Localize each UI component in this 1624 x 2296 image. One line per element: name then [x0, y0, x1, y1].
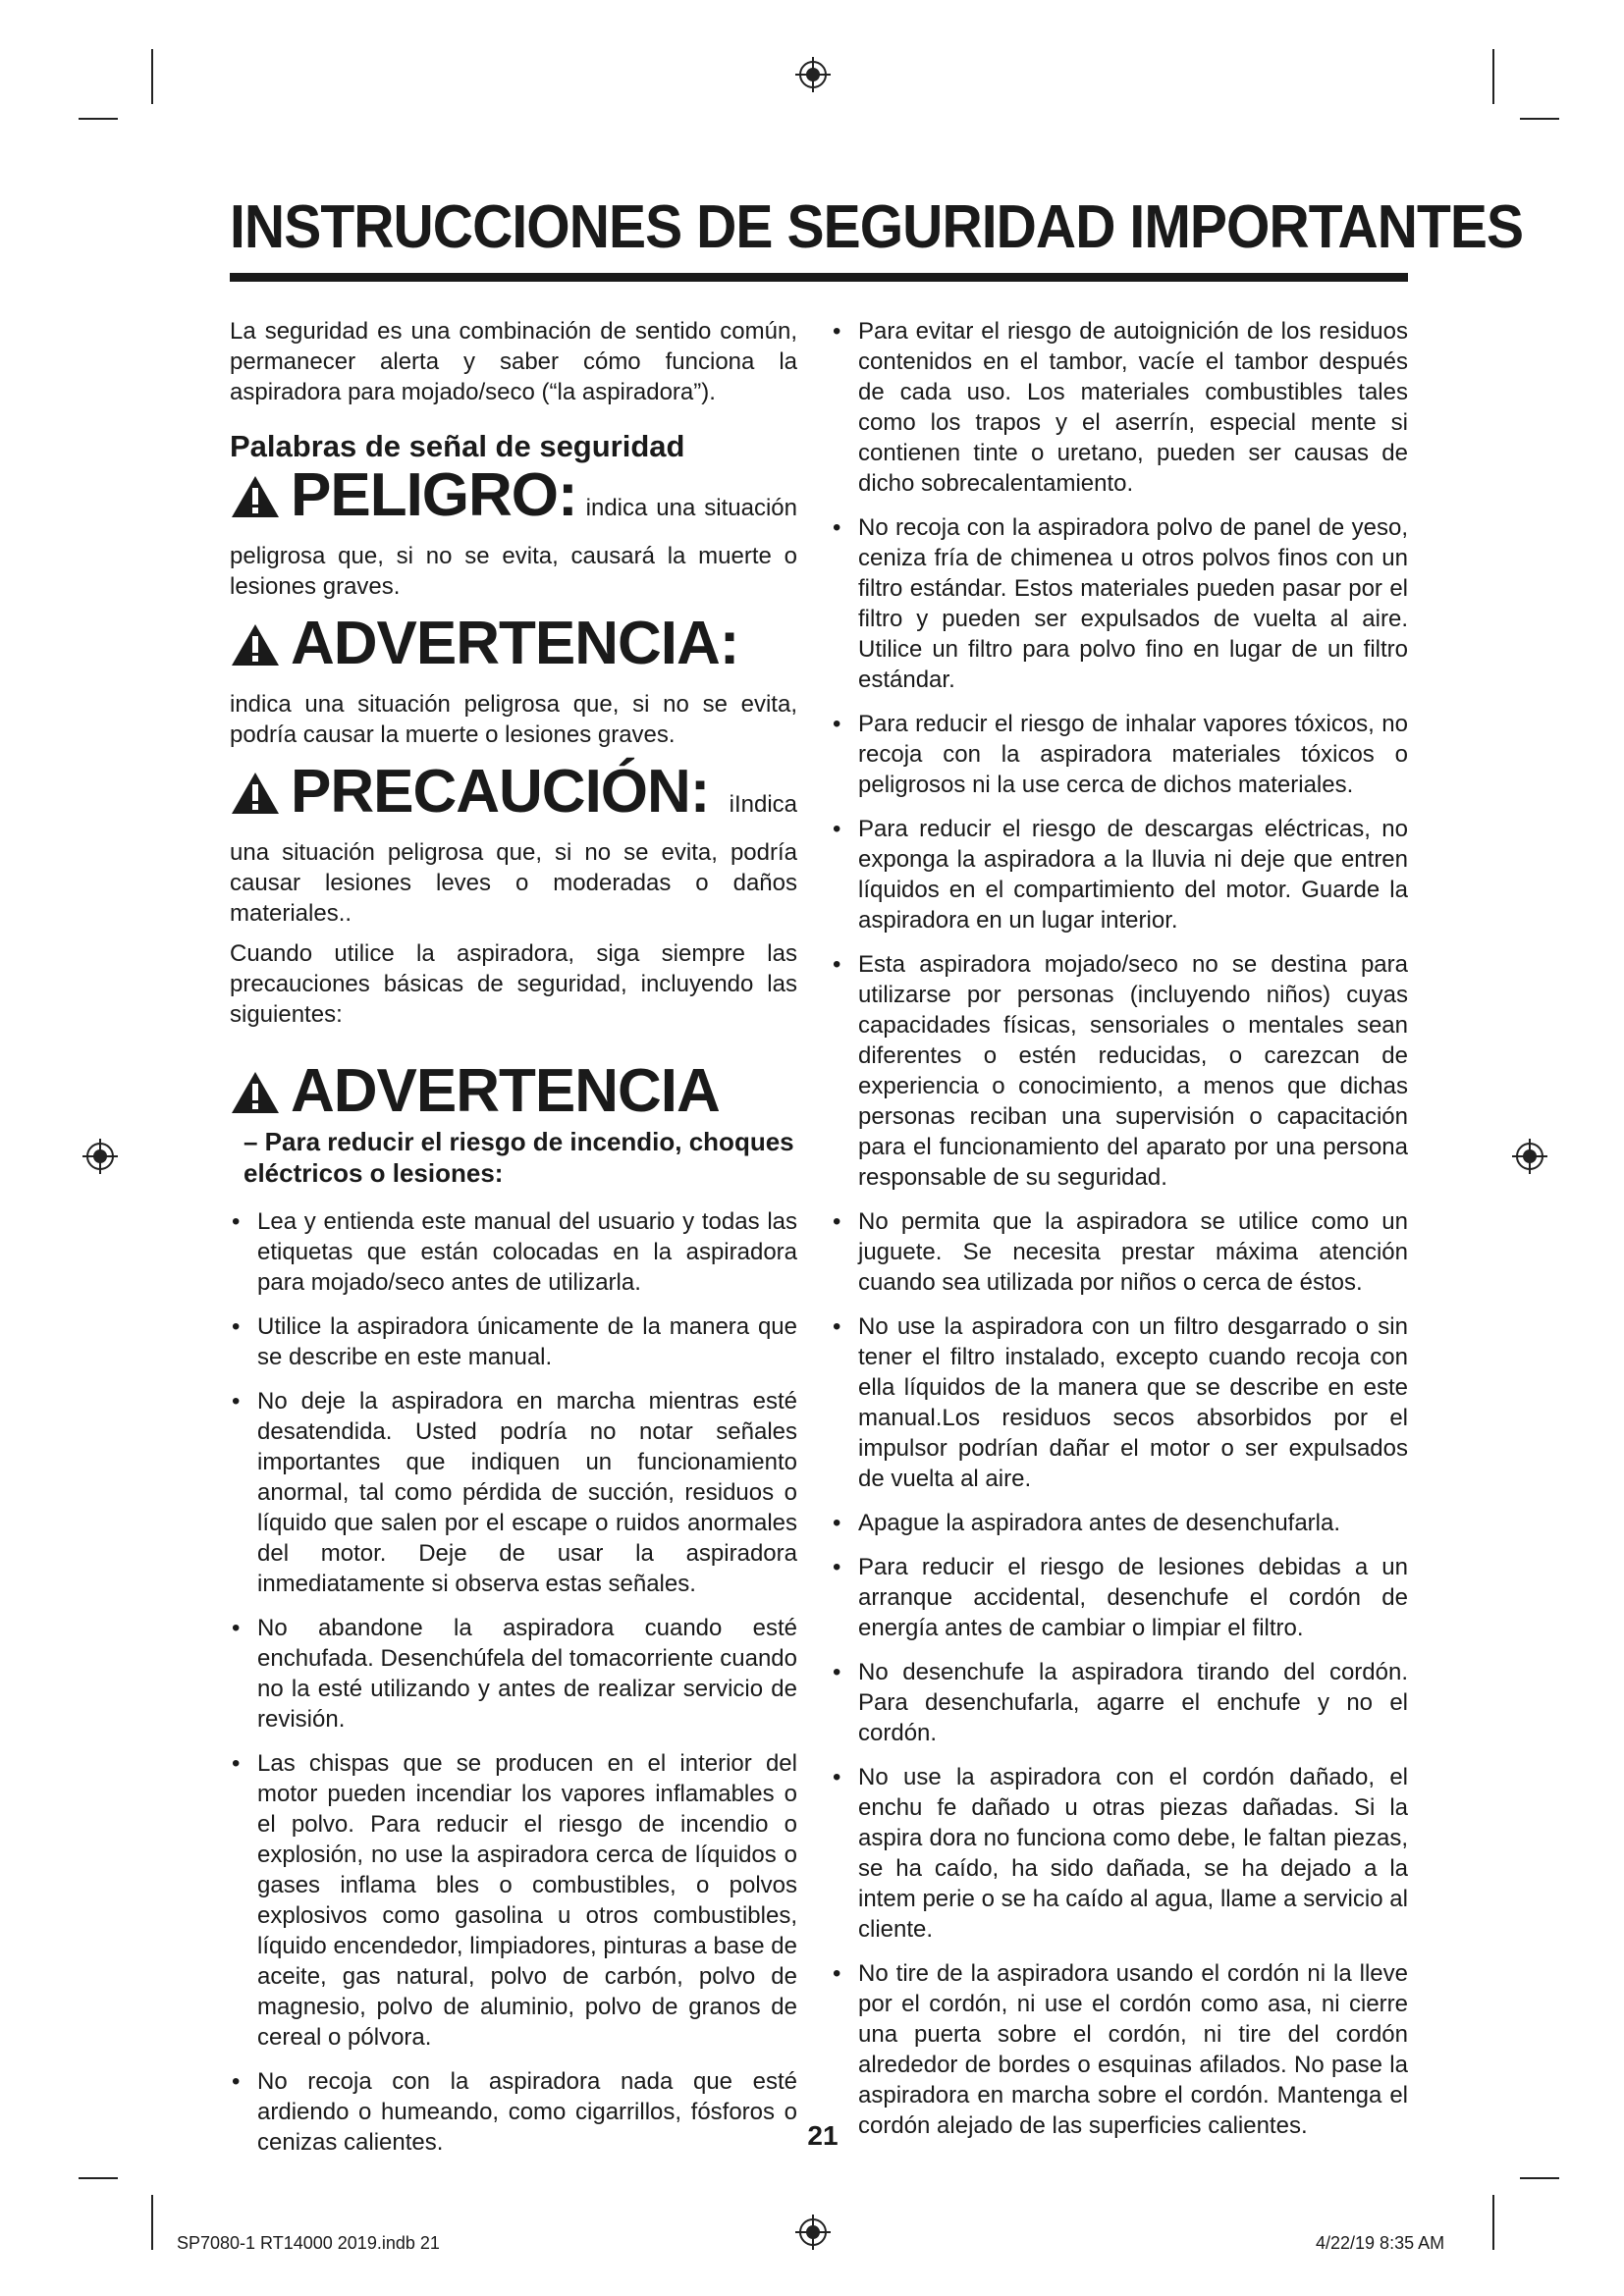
crop-mark-bl-v [151, 2195, 153, 2250]
crop-mark-tl-v [151, 49, 153, 104]
list-item: • Para reducir el riesgo de inhalar vapores tóxicos, no recoja con la aspiradora materiales tóxicos o peligrosos ni la use cerca de dichos materiales. [831, 709, 1408, 800]
list-item: • No recoja con la aspiradora nada que esté ardiendo o humeando, como cigarrillos, fósforos o cenizas calientes. [230, 2066, 797, 2158]
list-item: • No recoja con la aspiradora polvo de panel de yeso, ceniza fría de chimenea u otros polvos finos con un filtro estándar. Estos materiales pueden pasar por el filtro y pueden ser expulsados de vuelta al aire. Utilice un filtro para polvo fino en lugar de un filtro estándar. [831, 512, 1408, 695]
crop-mark-bl-h [79, 2177, 118, 2179]
list-item: • Para reducir el riesgo de descargas eléctricas, no exponga la aspiradora a la lluvia ni deje que entren líquidos en el compartimiento del motor. Guarde la aspiradora en un lugar interior. [831, 814, 1408, 935]
footer-file-info: SP7080-1 RT14000 2019.indb 21 [177, 2233, 440, 2253]
signal-peligro [230, 463, 797, 602]
warning-triangle-icon [230, 622, 281, 667]
warning-box-title [230, 1059, 797, 1124]
list-item: • Apague la aspiradora antes de desenchufarla. [831, 1508, 1408, 1538]
list-item: • Para evitar el riesgo de autoignición de los residuos contenidos en el tambor, vacíe el tambor después de cada uso. Los materiales combustibles tales como los trapos y el aserrín, especial mente si contienen tinte o uretano, pueden ser causas de dicho sobrecalentamiento. [831, 316, 1408, 499]
registration-mark-left-icon [82, 1139, 118, 1174]
list-item: • No desenchufe la aspiradora tirando del cordón. Para desenchufarla, agarre el enchufe y no el cordón. [831, 1657, 1408, 1748]
signal-word-precaucion: PRECAUCIÓN: [291, 758, 710, 826]
signal-word-advertencia: ADVERTENCIA: [291, 610, 739, 677]
page-number: 21 [807, 2120, 839, 2151]
list-item: • Para reducir el riesgo de lesiones debidas a un arranque accidental, desenchufe el cordón de energía antes de cambiar o limpiar el filtro. [831, 1552, 1408, 1643]
signal-words-heading: Palabras de señal de seguridad [230, 429, 685, 463]
signal-precaucion [230, 760, 797, 929]
list-item: • No use la aspiradora con el cordón dañado, el enchu fe dañado u otras piezas dañadas. Si la aspira dora no funciona como debe, le faltan piezas, se ha caído, ha sido dañada, se ha dejado a la intem perie o se ha caído al agua, llame a servicio al cliente. [831, 1762, 1408, 1945]
list-item: • Esta aspiradora mojado/seco no se destina para utilizarse por personas (incluyendo niños) cuyas capacidades físicas, sensoriales o mentales sean diferentes o estén reducidas, o carezcan de experiencia o conocimiento, a menos que dichas personas reciban una supervisión o capacitación para el funcionamiento del aparato por una persona responsable de su seguridad. [831, 949, 1408, 1193]
warning-triangle-icon [230, 474, 281, 519]
list-item: • No abandone la aspiradora cuando esté enchufada. Desenchúfela del tomacorriente cuando no la esté utilizando y antes de realizar servicio de revisión. [230, 1613, 797, 1735]
warning-triangle-icon [230, 771, 281, 816]
crop-mark-tr-h [1520, 118, 1559, 120]
registration-mark-bottom-icon [795, 2215, 831, 2250]
list-item: • No permita que la aspiradora se utilice como un juguete. Se necesita prestar máxima atención cuando sea utilizada por niños o cerca de éstos. [831, 1206, 1408, 1298]
registration-mark-right-icon [1512, 1139, 1547, 1174]
list-item: • No tire de la aspiradora usando el cordón ni la lleve por el cordón, ni use el cordón como asa, ni cierre una puerta sobre el cordón, ni tire del cordón alrededor de bordes o esquinas afilados. No pase la aspiradora en marcha sobre el cordón. Mantenga el cordón alejado de las superficies calientes. [831, 1958, 1408, 2141]
warning-box-subtitle: – Para reducir el riesgo de incendio, choques eléctricos o lesiones: [244, 1127, 794, 1188]
list-item: • No use la aspiradora con un filtro desgarrado o sin tener el filtro instalado, excepto cuando recoja con ella líquidos de la manera que se describe en este manual.Los residuos secos absorbidos por el impulsor podrían dañar el motor o ser expulsados de vuelta al aire. [831, 1311, 1408, 1494]
warning-box-word: ADVERTENCIA [291, 1057, 720, 1125]
right-column [831, 316, 1408, 2155]
left-column [230, 316, 797, 2171]
crop-mark-tl-h [79, 118, 118, 120]
crop-mark-br-v [1492, 2195, 1494, 2250]
signal-text-precaucion: iIndica una situación peligrosa que, si no se evita, podría causar lesiones leves o moderadas o daños materiales.. [230, 791, 797, 927]
usage-intro: Cuando utilice la aspiradora, siga siempre las precauciones básicas de seguridad, incluyendo las siguientes: [230, 940, 797, 1028]
intro-paragraph: La seguridad es una combinación de sentido común, permanecer alerta y saber cómo funciona la aspiradora para mojado/seco (“la aspiradora”). [230, 318, 797, 405]
right-bullet-list [831, 316, 1408, 2141]
list-item: • Utilice la aspiradora únicamente de la manera que se describe en este manual. [230, 1311, 797, 1372]
signal-advertencia [230, 612, 797, 750]
signal-word-peligro: PELIGRO: [291, 461, 577, 529]
crop-mark-br-h [1520, 2177, 1559, 2179]
signal-text-peligro: indica una situación peligrosa que, si no se evita, causará la muerte o lesiones graves. [230, 495, 798, 600]
list-item: • Las chispas que se producen en el interior del motor pueden incendiar los vapores inflamables o el polvo. Para reducir el riesgo de incendio o explosión, no use la aspiradora cerca de líquidos o gases inflama bles o combustibles, o polvos explosivos como gasolina u otros combustibles, líquido encendedor, limpiadores, pinturas a base de aceite, gas natural, polvo de carbón, polvo de magnesio, polvo de aluminio, polvo de granos de cereal o pólvora. [230, 1748, 797, 2053]
registration-mark-top-icon [795, 57, 831, 92]
page-title: INSTRUCCIONES DE SEGURIDAD IMPORTANTES [230, 193, 1524, 261]
left-bullet-list [230, 1206, 797, 2158]
warning-triangle-icon [230, 1070, 281, 1115]
crop-mark-tr-v [1492, 49, 1494, 104]
title-rule [230, 273, 1408, 282]
signal-text-advertencia: indica una situación peligrosa que, si no se evita, podría causar la muerte o lesiones graves. [230, 691, 797, 748]
list-item: • Lea y entienda este manual del usuario y todas las etiquetas que están colocadas en la aspiradora para mojado/seco antes de utilizarla. [230, 1206, 797, 1298]
footer-timestamp: 4/22/19 8:35 AM [1316, 2233, 1445, 2253]
list-item: • No deje la aspiradora en marcha mientras esté desatendida. Usted podría no notar señales importantes que indiquen un funcionamiento anormal, tal como pérdida de succión, residuos o líquido que salen por el escape o ruidos anormales del motor. Deje de usar la aspiradora inmediatamente si observa estas señales. [230, 1386, 797, 1599]
